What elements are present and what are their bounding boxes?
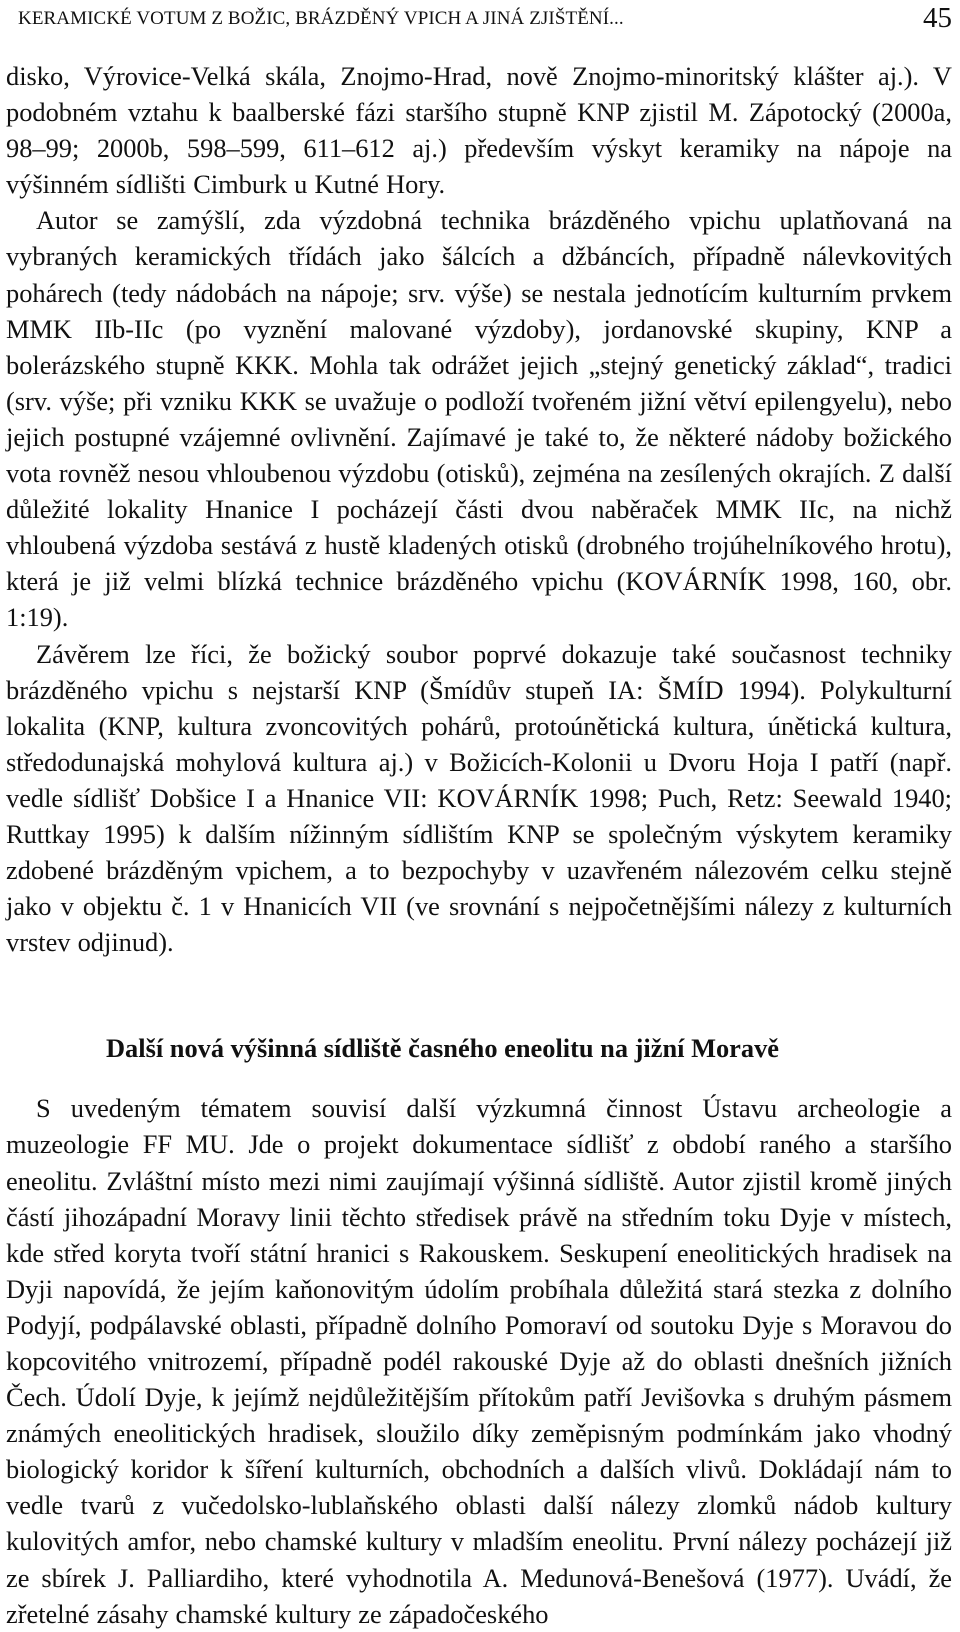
book-page [6, 0, 952, 1629]
running-title: KERAMICKÉ VOTUM Z BOŽIC, BRÁZDĚNÝ VPICH A JINÁ ZJIŠTĚNÍ... [18, 8, 624, 29]
section-heading: Další nová výšinná sídliště časného eneolitu na jižní Moravě [106, 1033, 779, 1064]
paragraph-brazdeny-vpich: Autor se zamýšlí, zda výzdobná technika brázděného vpichu uplatňovaná na vybraných keramických třídách jako šálcích a džbáncích, případně nálevkovitých pohárech (tedy nádobách na nápoje; srv. výše) se nestala jednotícím kulturním prvkem MMK IIb-IIc (po vyznění malované výzdoby), jordanovské skupiny, KNP a bolerázského stupně KKK. Mohla tak odrážet jejich „stejný genetický základ“, tradici (srv. výše; při vzniku KKK se uvažuje o podloží tvořeném jižní větví epilengyelu), nebo jejich postupné vzájemné ovlivnění. Zajímavé je také to, že některé nádoby božického vota rovněž nesou vhloubenou výzdobu (otisků), zejména na zesílených okrajích. Z další důležité lokality Hnanice I pocházejí části dvou naběraček MMK IIc, na nichž vhloubená výzdoba sestává z hustě kladených otisků (drobného trojúhelníkového hrotu), která je již velmi blízká technice brázděného vpichu (KOVÁRNÍK 1998, 160, obr. 1:19). [6, 205, 952, 633]
paragraph-zaverem: Závěrem lze říci, že božický soubor poprvé dokazuje také současnost techniky brázděného vpichu s nejstarší KNP (Šmídův stupeň IA: ŠMÍD 1994). Polykulturní lokalita (KNP, kultura zvoncovitých pohárů, protoúnětická kultura, únětická kultura, středodunajská mohylová kultura aj.) v Božicích-Kolonii u Dvoru Hoja I patří (např. vedle sídlišť Dobšice I a Hnanice VII: KOVÁRNÍK 1998; Puch, Retz: Seewald 1940; Ruttkay 1995) k dalším nížinným sídlištím KNP se společným výskytem keramiky zdobené brázděným vpichem, a to bezpochyby v uzavřeném nálezovém celku stejně jako v objektu č. 1 v Hnanicích VII (ve srovnání s nejpočetnějšími nálezy z kulturních vrstev odjinud). [6, 638, 952, 958]
paragraph-continued: disko, Výrovice-Velká skála, Znojmo-Hrad, nově Znojmo-minoritský klášter aj.). V podobném vztahu k baalberské fázi staršího stupně KNP zjistil M. Zápotocký (2000a, 98–99; 2000b, 598–599, 611–612 aj.) především výskyt keramiky na nápoje na výšinném sídlišti Cimburk u Kutné Hory. [6, 61, 952, 200]
page-number: 45 [923, 2, 952, 34]
paragraph-section-intro: S uvedeným tématem souvisí další výzkumná činnost Ústavu archeologie a muzeologie FF MU. Jde o projekt dokumentace sídlišť z období raného a staršího eneolitu. Zvláštní místo mezi nimi zaujímají výšinná sídliště. Autor zjistil kromě jiných částí jihozápadní Moravy linii těchto středisek právě na středním toku Dyje v místech, kde střed koryta tvoří státní hranici s Rakouskem. Seskupení eneolitických hradisek na Dyji napovídá, že jejím kaňonovitým údolím probíhala důležitá stará stezka z dolního Podyjí, podpálavské oblasti, případně dolního Pomoraví od soutoku Dyje s Moravou do kopcovitého vnitrozemí, případně podél rakouské Dyje až do oblasti dnešních jižních Čech. Údolí Dyje, k jejímž nejdůležitějším přítokům patří Jevišovka s druhým pásmem známých eneolitických hradisek, sloužilo díky zeměpisným podmínkám jako vhodný biologický koridor k šíření kulturních, obchodních a dalších vlivů. Dokládají nám to vedle tvarů z vučedolsko-lublaňského oblasti další nálezy zlomků nádob kultury kulovitých amfor, nebo chamské kultury v mladším eneolitu. První nálezy pocházejí již ze sbírek J. Palliardiho, které vyhodnotila A. Medunová-Benešová (1977). Uvádí, že zřetelné zásahy chamské kultury ze západočeského [6, 1093, 952, 1629]
page-body [6, 58, 952, 1632]
running-head [6, 2, 952, 32]
